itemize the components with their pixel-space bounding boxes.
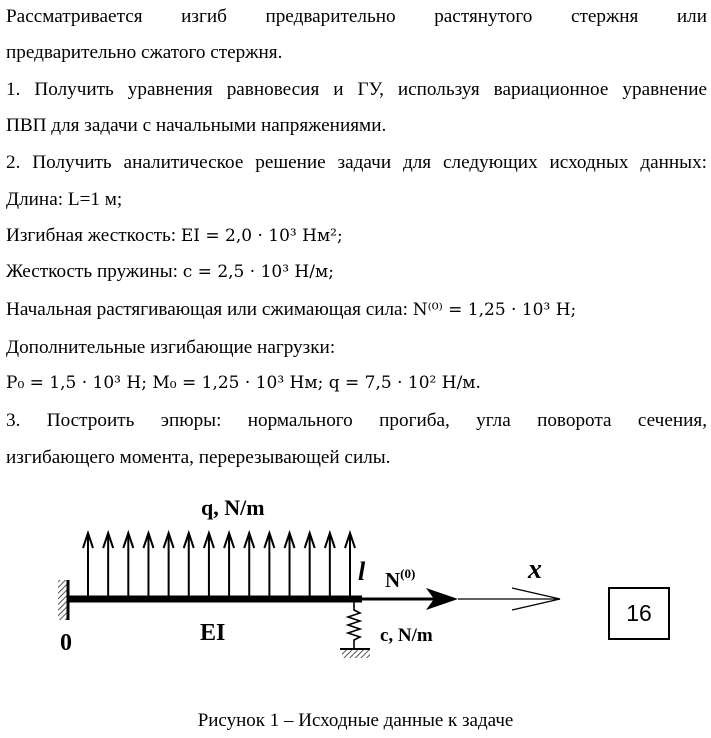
spring-stiffness-formula: c = 2,5 · 10³ Н/м; (182, 262, 334, 282)
task-1-line-2: ПВП для задачи с начальными напряжениями. (6, 115, 387, 136)
task-3-line-2: изгибающего момента, перерезывающей силы. (6, 447, 391, 468)
initial-force-label: Начальная растягивающая или сжимающая сила: (6, 299, 413, 320)
beam-diagram (0, 480, 711, 690)
bending-stiffness-label: Изгибная жесткость: (6, 225, 181, 246)
figure-caption: Рисунок 1 – Исходные данные к задаче (197, 710, 514, 731)
paragraph-intro-line-1: Рассматривается изгиб предварительно растянутого стержня или (6, 6, 707, 27)
paragraph-intro-line-2: предварительно сжатого стержня. (6, 42, 283, 63)
beam-end-label: l (358, 557, 366, 586)
task-2: 2. Получить аналитическое решение задачи для следующих исходных данных: (6, 152, 707, 173)
variant-number-box: 16 (608, 587, 670, 640)
distributed-load-arrows (83, 533, 355, 596)
initial-force-formula: N⁽⁰⁾ = 1,25 · 10³ Н; (412, 300, 577, 320)
axial-force-label (385, 566, 415, 592)
spring-ground-hatch (342, 650, 370, 658)
axial-force-superscript: (0) (400, 566, 416, 581)
spring-stiffness-label: Жесткость пружины: (6, 261, 183, 282)
length-value: Длина: L=1 м; (6, 189, 123, 210)
bending-stiffness-label-figure: EI (200, 620, 226, 646)
spring-element (348, 601, 360, 648)
additional-loads-label: Дополнительные изгибающие нагрузки: (6, 337, 336, 358)
bending-stiffness (6, 225, 343, 247)
initial-force (6, 299, 576, 321)
origin-label: 0 (60, 630, 72, 656)
spring-stiffness (6, 261, 334, 283)
distributed-load-label: q, N/m (201, 495, 265, 520)
axial-force-letter: N (385, 568, 401, 592)
spring-stiffness-label-figure: c, N/m (380, 625, 433, 646)
bending-stiffness-formula: EI = 2,0 · 10³ Нм²; (180, 226, 343, 246)
additional-loads-formula: P₀ = 1,5 · 10³ Н; M₀ = 1,25 · 10³ Нм; q = 7,5 · 10² Н/м. (6, 373, 481, 393)
x-axis-label: x (528, 554, 542, 585)
task-3-line-1: 3. Построить эпюры: нормального прогиба, угла поворота сечения, (6, 410, 707, 431)
task-1-line-1: 1. Получить уравнения равновесия и ГУ, используя вариационное уравнение (6, 79, 707, 100)
